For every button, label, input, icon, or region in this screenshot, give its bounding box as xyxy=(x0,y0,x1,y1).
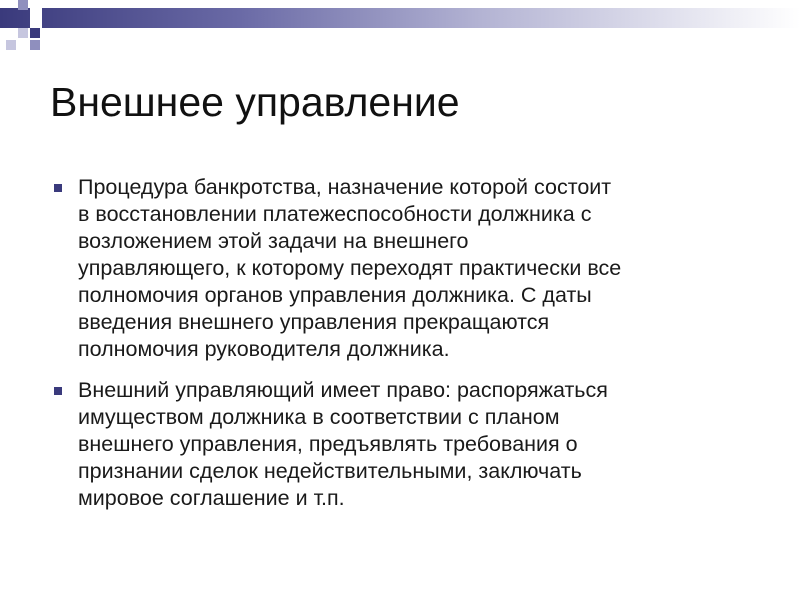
bullet-line: возложением этой задачи на внешнего xyxy=(78,229,469,253)
slide-title: Внешнее управление xyxy=(50,79,460,125)
bullet-line: Процедура банкротства, назначение которой состоит xyxy=(78,175,612,199)
bullet-line: внешнего управления, предъявлять требования о xyxy=(78,432,578,456)
decor-square xyxy=(30,28,40,38)
decor-square xyxy=(30,40,40,50)
bullet-line: управляющего, к которому переходят практически все xyxy=(78,256,622,280)
decor-gap xyxy=(30,8,42,28)
bullet-text xyxy=(78,174,770,363)
top-decorative-bar xyxy=(0,8,800,28)
bullet-line: полномочия руководителя должника. xyxy=(78,337,450,361)
bullet-line: имуществом должника в соответствии с планом xyxy=(78,405,560,429)
bullet-item xyxy=(50,174,770,363)
bullet-text xyxy=(78,377,770,512)
bullet-item xyxy=(50,377,770,512)
decor-square xyxy=(6,40,16,50)
decor-square xyxy=(18,28,28,38)
bullet-line: введения внешнего управления прекращаются xyxy=(78,310,550,334)
square-bullet-icon xyxy=(54,184,62,192)
bullet-line: полномочия органов управления должника. С даты xyxy=(78,283,592,307)
bullet-list xyxy=(50,174,770,526)
bullet-line: мировое соглашение и т.п. xyxy=(78,486,345,510)
square-bullet-icon xyxy=(54,387,62,395)
bullet-line: Внешний управляющий имеет право: распоряжаться xyxy=(78,378,608,402)
decor-square xyxy=(18,0,28,10)
bullet-line: в восстановлении платежеспособности должника с xyxy=(78,202,592,226)
bullet-line: признании сделок недействительными, заключать xyxy=(78,459,582,483)
